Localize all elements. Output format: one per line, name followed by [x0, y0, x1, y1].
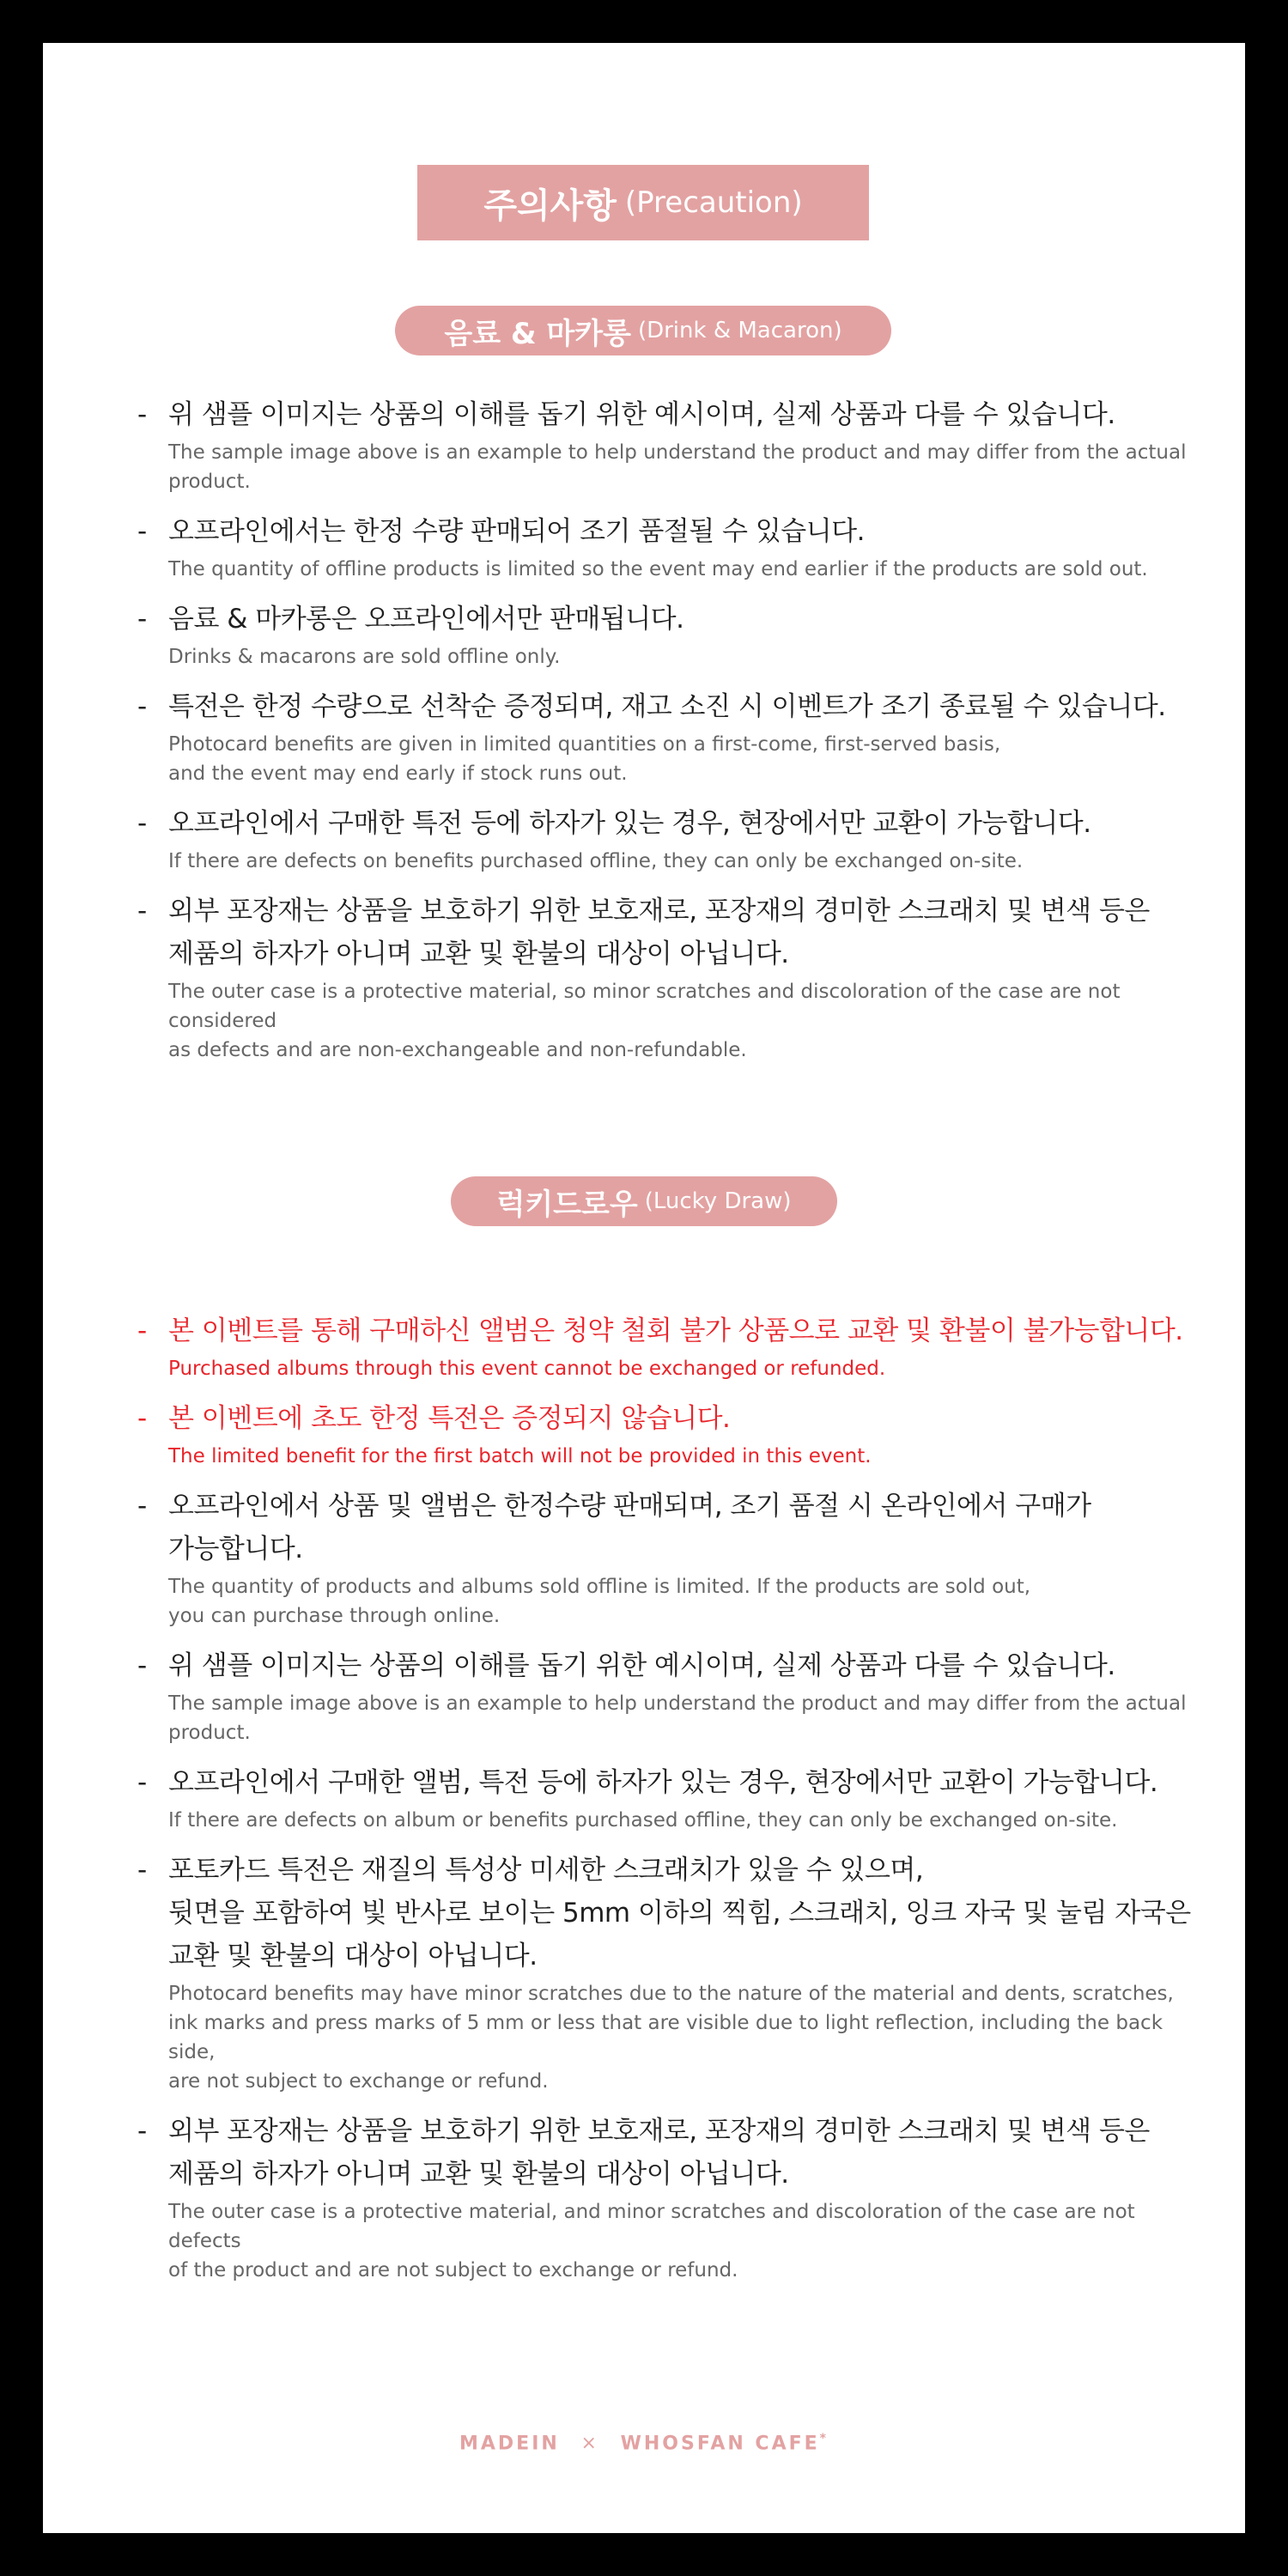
page-title-korean: 주의사항: [483, 185, 617, 226]
bullet-dash: -: [137, 1767, 148, 1798]
section-heading-drink-macaron: [395, 306, 891, 355]
notice-item: [137, 890, 1202, 1065]
notice-item-warning: [137, 1397, 1202, 1471]
notice-item: [137, 510, 1202, 584]
section-heading-lucky-draw: [451, 1176, 837, 1226]
notice-text-korean: 본 이벤트에 초도 한정 특전은 증정되지 않습니다.: [168, 1403, 731, 1434]
lucky-draw-notice-list: [137, 1309, 1202, 2299]
notice-text-korean: 오프라인에서 상품 및 앨범은 한정수량 판매되며, 조기 품절 시 온라인에서 구매가 가능합니다.: [168, 1491, 1091, 1564]
brand-whosfan-cafe: WHOSFAN CAFE: [620, 2433, 820, 2455]
notice-text-korean: 위 샘플 이미지는 상품의 이해를 돕기 위한 예시이며, 실제 상품과 다를 수 있습니다.: [168, 399, 1115, 430]
section-heading-korean: 음료 & 마카롱: [444, 316, 631, 351]
notice-text-english: If there are defects on benefits purchased offline, they can only be exchanged on-site.: [168, 850, 1024, 872]
brand-madein: MADEIN: [459, 2433, 560, 2455]
section-heading-english: (Lucky Draw): [644, 1188, 792, 1214]
drink-macaron-notice-list: [137, 393, 1202, 1078]
notice-text-korean: 오프라인에서 구매한 특전 등에 하자가 있는 경우, 현장에서만 교환이 가능합니다.: [168, 808, 1091, 839]
page-title: [417, 165, 869, 240]
bullet-dash: -: [137, 1491, 148, 1522]
notice-item: [137, 685, 1202, 788]
brand-separator: ×: [580, 2433, 599, 2455]
brand-mark: *: [819, 2432, 829, 2445]
notice-text-english: The outer case is a protective material, so minor scratches and discoloration of the case are not considered as defects and are non-exchangeable and non-refundable.: [168, 981, 1121, 1061]
notice-text-english: The quantity of products and albums sold offline is limited. If the products are sold out, you can purchase through online.: [168, 1576, 1031, 1627]
notice-text-english: The sample image above is an example to help understand the product and may differ from the actual product.: [168, 1692, 1187, 1744]
notice-text-korean: 특전은 한정 수량으로 선착순 증정되며, 재고 소진 시 이벤트가 조기 종료될 수 있습니다.: [168, 691, 1166, 722]
notice-text-english: The sample image above is an example to help understand the product and may differ from the actual product.: [168, 441, 1187, 493]
bullet-dash: -: [137, 1855, 148, 1886]
notice-text-korean: 오프라인에서 구매한 앨범, 특전 등에 하자가 있는 경우, 현장에서만 교환이 가능합니다.: [168, 1767, 1158, 1798]
bullet-dash: -: [137, 604, 148, 635]
bullet-dash: -: [137, 1403, 148, 1434]
notice-text-english: If there are defects on album or benefits purchased offline, they can only be exchanged on-site.: [168, 1809, 1118, 1832]
section-heading-korean: 럭키드로우: [496, 1187, 638, 1222]
notice-text-korean: 외부 포장재는 상품을 보호하기 위한 보호재로, 포장재의 경미한 스크래치 및 변색 등은 제품의 하자가 아니며 교환 및 환불의 대상이 아닙니다.: [168, 2116, 1150, 2190]
notice-text-english: Drinks & macarons are sold offline only.: [168, 646, 561, 668]
bullet-dash: -: [137, 2116, 148, 2147]
bullet-dash: -: [137, 516, 148, 547]
notice-item: [137, 1849, 1202, 2096]
footer-brand-logo: [43, 2432, 1245, 2454]
section-heading-english: (Drink & Macaron): [637, 318, 842, 343]
bullet-dash: -: [137, 399, 148, 430]
bullet-dash: -: [137, 1315, 148, 1346]
bullet-dash: -: [137, 691, 148, 722]
notice-item: [137, 1485, 1202, 1631]
notice-item: [137, 598, 1202, 671]
bullet-dash: -: [137, 896, 148, 927]
notice-item: [137, 1761, 1202, 1835]
notice-item: [137, 2110, 1202, 2285]
notice-item-warning: [137, 1309, 1202, 1383]
notice-text-english: The limited benefit for the first batch will not be provided in this event.: [168, 1445, 872, 1467]
notice-text-english: Photocard benefits may have minor scratches due to the nature of the material and dents, scratches, ink marks and press marks of 5 mm or less that are visible due to light reflection, including the back side, are not subject to exchange or refund.: [168, 1983, 1174, 2093]
page-title-english: (Precaution): [624, 185, 803, 220]
notice-text-korean: 오프라인에서는 한정 수량 판매되어 조기 품절될 수 있습니다.: [168, 516, 865, 547]
notice-text-english: The outer case is a protective material, and minor scratches and discoloration of the case are not defects of the product and are not subject to exchange or refund.: [168, 2201, 1135, 2281]
notice-text-english: The quantity of offline products is limited so the event may end earlier if the products are sold out.: [168, 558, 1148, 580]
notice-text-english: Photocard benefits are given in limited quantities on a first-come, first-served basis, and the event may end early if stock runs out.: [168, 733, 1001, 785]
bullet-dash: -: [137, 808, 148, 839]
notice-text-english: Purchased albums through this event cannot be exchanged or refunded.: [168, 1358, 886, 1380]
bullet-dash: -: [137, 1650, 148, 1681]
notice-text-korean: 음료 & 마카롱은 오프라인에서만 판매됩니다.: [168, 604, 684, 635]
notice-text-korean: 본 이벤트를 통해 구매하신 앨범은 청약 철회 불가 상품으로 교환 및 환불이 불가능합니다.: [168, 1315, 1183, 1346]
notice-sheet: [43, 43, 1245, 2533]
notice-item: [137, 802, 1202, 876]
notice-text-korean: 위 샘플 이미지는 상품의 이해를 돕기 위한 예시이며, 실제 상품과 다를 수 있습니다.: [168, 1650, 1115, 1681]
notice-text-korean: 외부 포장재는 상품을 보호하기 위한 보호재로, 포장재의 경미한 스크래치 및 변색 등은 제품의 하자가 아니며 교환 및 환불의 대상이 아닙니다.: [168, 896, 1150, 969]
notice-item: [137, 1644, 1202, 1747]
notice-text-korean: 포토카드 특전은 재질의 특성상 미세한 스크래치가 있을 수 있으며, 뒷면을 포함하여 빛 반사로 보이는 5mm 이하의 찍힘, 스크래치, 잉크 자국 및 눌림 자국은 교환 및 환불의 대상이 아닙니다.: [168, 1855, 1191, 1971]
notice-item: [137, 393, 1202, 496]
